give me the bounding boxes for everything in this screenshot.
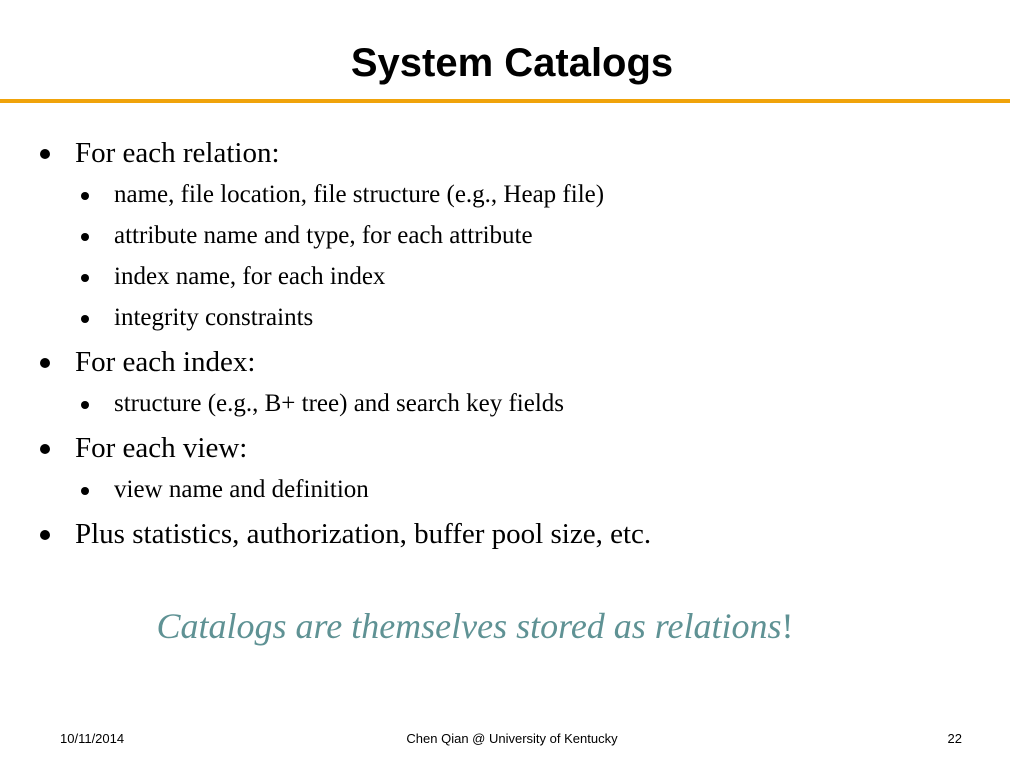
bullet-dot-icon xyxy=(81,315,89,323)
bullet-dot-icon xyxy=(40,530,50,540)
sub-bullet-item xyxy=(114,303,313,333)
bullet-item-plus xyxy=(75,517,651,551)
bullet-item-index xyxy=(75,345,255,379)
sub-bullet-text: attribute name and type, for each attribute xyxy=(114,222,533,249)
bullet-text: Plus statistics, authorization, buffer pool size, etc. xyxy=(75,518,652,550)
bullet-dot-icon xyxy=(81,401,89,409)
sub-bullet-item xyxy=(114,221,533,251)
bullet-item-relation xyxy=(75,136,280,170)
bullet-dot-icon xyxy=(81,233,89,241)
bullet-dot-icon xyxy=(40,444,50,454)
sub-bullet-text: index name, for each index xyxy=(114,263,386,290)
bullet-text: For each view: xyxy=(75,432,248,464)
callout-note xyxy=(0,604,950,648)
slide-title: System Catalogs xyxy=(350,41,674,85)
bullet-item-view xyxy=(75,431,247,465)
bullet-dot-icon xyxy=(40,358,50,368)
footer-date: 10/11/2014 xyxy=(60,731,125,746)
sub-bullet-text: name, file location, file structure (e.g., Heap file) xyxy=(114,181,605,208)
bullet-dot-icon xyxy=(81,192,89,200)
bullet-text: For each relation: xyxy=(75,137,280,169)
sub-bullet-text: integrity constraints xyxy=(114,304,314,331)
sub-bullet-item xyxy=(114,475,369,505)
callout-text: Catalogs are themselves stored as relations xyxy=(156,606,782,646)
sub-bullet-text: view name and definition xyxy=(114,476,369,503)
page-number: 22 xyxy=(947,731,962,746)
footer-author: Chen Qian @ University of Kentucky xyxy=(406,731,618,746)
callout-suffix: ! xyxy=(781,606,794,646)
bullet-dot-icon xyxy=(40,149,50,159)
bullet-dot-icon xyxy=(81,487,89,495)
bullet-dot-icon xyxy=(81,274,89,282)
sub-bullet-item xyxy=(114,262,385,292)
sub-bullet-item xyxy=(114,389,564,419)
sub-bullet-text: structure (e.g., B+ tree) and search key fields xyxy=(114,390,565,417)
bullet-text: For each index: xyxy=(75,346,256,378)
sub-bullet-item xyxy=(114,180,604,210)
